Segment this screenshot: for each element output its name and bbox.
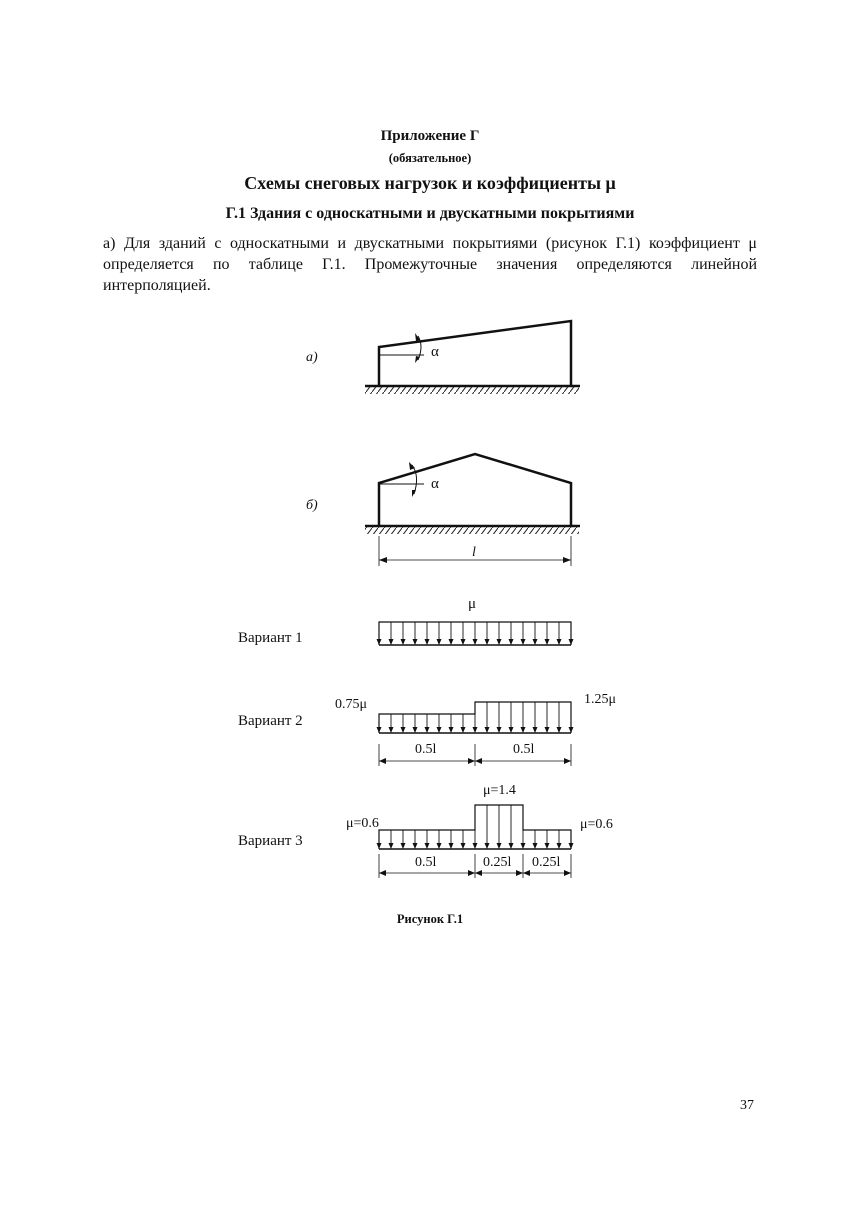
appendix-title: Приложение Г: [380, 128, 480, 144]
load-arrowhead: [413, 727, 418, 733]
load-arrowhead: [437, 843, 442, 849]
subsection-title: Г.1 Здания с односкатными и двускатными покрытиями: [225, 205, 635, 222]
load-arrowhead: [557, 639, 562, 645]
scheme-a-building: [365, 321, 580, 394]
load-arrowhead: [461, 843, 466, 849]
load-arrowhead: [569, 843, 574, 849]
variant-2-dimensions: [379, 744, 571, 766]
load-arrowhead: [413, 639, 418, 645]
variant-2-label: Вариант 2: [238, 713, 303, 729]
load-arrowhead: [545, 639, 550, 645]
appendix-note: (обязательное): [388, 151, 472, 165]
scheme-a-label: а): [306, 350, 318, 365]
load-arrowhead: [425, 727, 430, 733]
load-arrowhead: [545, 843, 550, 849]
load-arrowhead: [485, 843, 490, 849]
load-arrowhead: [425, 843, 430, 849]
variant-1-load-diagram: [377, 622, 574, 645]
load-arrowhead: [521, 727, 526, 733]
page-number: 37: [740, 1098, 754, 1113]
frame-outline: [379, 454, 571, 526]
variant-2-load-left: 0.75μ: [335, 697, 368, 712]
load-arrowhead: [533, 727, 538, 733]
load-arrowhead: [557, 843, 562, 849]
load-arrowhead: [413, 843, 418, 849]
angle-arc: [412, 465, 417, 494]
load-arrowhead: [509, 843, 514, 849]
load-arrowhead: [401, 639, 406, 645]
load-arrowhead: [377, 639, 382, 645]
load-arrowhead: [485, 639, 490, 645]
variant-2-dim-1: 0.5l: [415, 742, 437, 757]
load-arrowhead: [389, 727, 394, 733]
load-arrowhead: [497, 727, 502, 733]
variant-2-load-right: 1.25μ: [584, 692, 617, 707]
load-arrowhead: [533, 639, 538, 645]
load-arrowhead: [425, 639, 430, 645]
figure-caption: Рисунок Г.1: [396, 912, 464, 926]
load-arrowhead: [521, 639, 526, 645]
load-arrowhead: [545, 727, 550, 733]
load-arrowhead: [557, 727, 562, 733]
load-arrowhead: [521, 843, 526, 849]
load-arrowhead: [389, 843, 394, 849]
variant-3-dim-2: 0.25l: [483, 855, 512, 870]
load-arrowhead: [401, 727, 406, 733]
angle-alpha-b: α: [431, 476, 439, 492]
load-arrowhead: [437, 727, 442, 733]
load-arrowhead: [449, 843, 454, 849]
load-arrowhead: [497, 639, 502, 645]
variant-3-load-left: μ=0.6: [346, 816, 379, 831]
load-arrowhead: [377, 727, 382, 733]
variant-3-label: Вариант 3: [238, 833, 303, 849]
load-arrowhead: [497, 843, 502, 849]
load-arrowhead: [509, 639, 514, 645]
load-arrowhead: [473, 843, 478, 849]
load-arrowhead: [533, 843, 538, 849]
variant-3-dim-3: 0.25l: [532, 855, 561, 870]
span-label: l: [472, 545, 476, 560]
load-arrowhead: [473, 639, 478, 645]
variant-3-load-diagram: [377, 805, 574, 849]
load-arrowhead: [401, 843, 406, 849]
variant-1-label: Вариант 1: [238, 630, 303, 646]
load-arrowhead: [569, 727, 574, 733]
frame-outline: [379, 321, 571, 386]
variant-3-dim-1: 0.5l: [415, 855, 437, 870]
scheme-b-label: б): [306, 498, 318, 513]
variant-1-load-label: μ: [468, 596, 477, 612]
body-paragraph: а) Для зданий с односкатными и двускатными покрытиями (рисунок Г.1) коэффициент μ определяется по таблице Г.1. Промежуточные значения определяются линейной интерполяцией.: [103, 235, 757, 294]
load-arrowhead: [389, 639, 394, 645]
load-arrowhead: [437, 639, 442, 645]
load-arrowhead: [449, 639, 454, 645]
load-arrowhead: [473, 727, 478, 733]
load-arrowhead: [449, 727, 454, 733]
section-title: Схемы снеговых нагрузок и коэффициенты μ: [244, 173, 616, 193]
variant-3-load-right: μ=0.6: [580, 817, 613, 832]
load-arrowhead: [461, 639, 466, 645]
load-arrowhead: [509, 727, 514, 733]
load-arrowhead: [485, 727, 490, 733]
variant-3-load-mid: μ=1.4: [483, 783, 516, 798]
load-arrowhead: [569, 639, 574, 645]
angle-alpha-a: α: [431, 344, 439, 360]
variant-2-dim-2: 0.5l: [513, 742, 535, 757]
variant-2-load-diagram: [377, 702, 574, 733]
load-arrowhead: [461, 727, 466, 733]
load-arrowhead: [377, 843, 382, 849]
